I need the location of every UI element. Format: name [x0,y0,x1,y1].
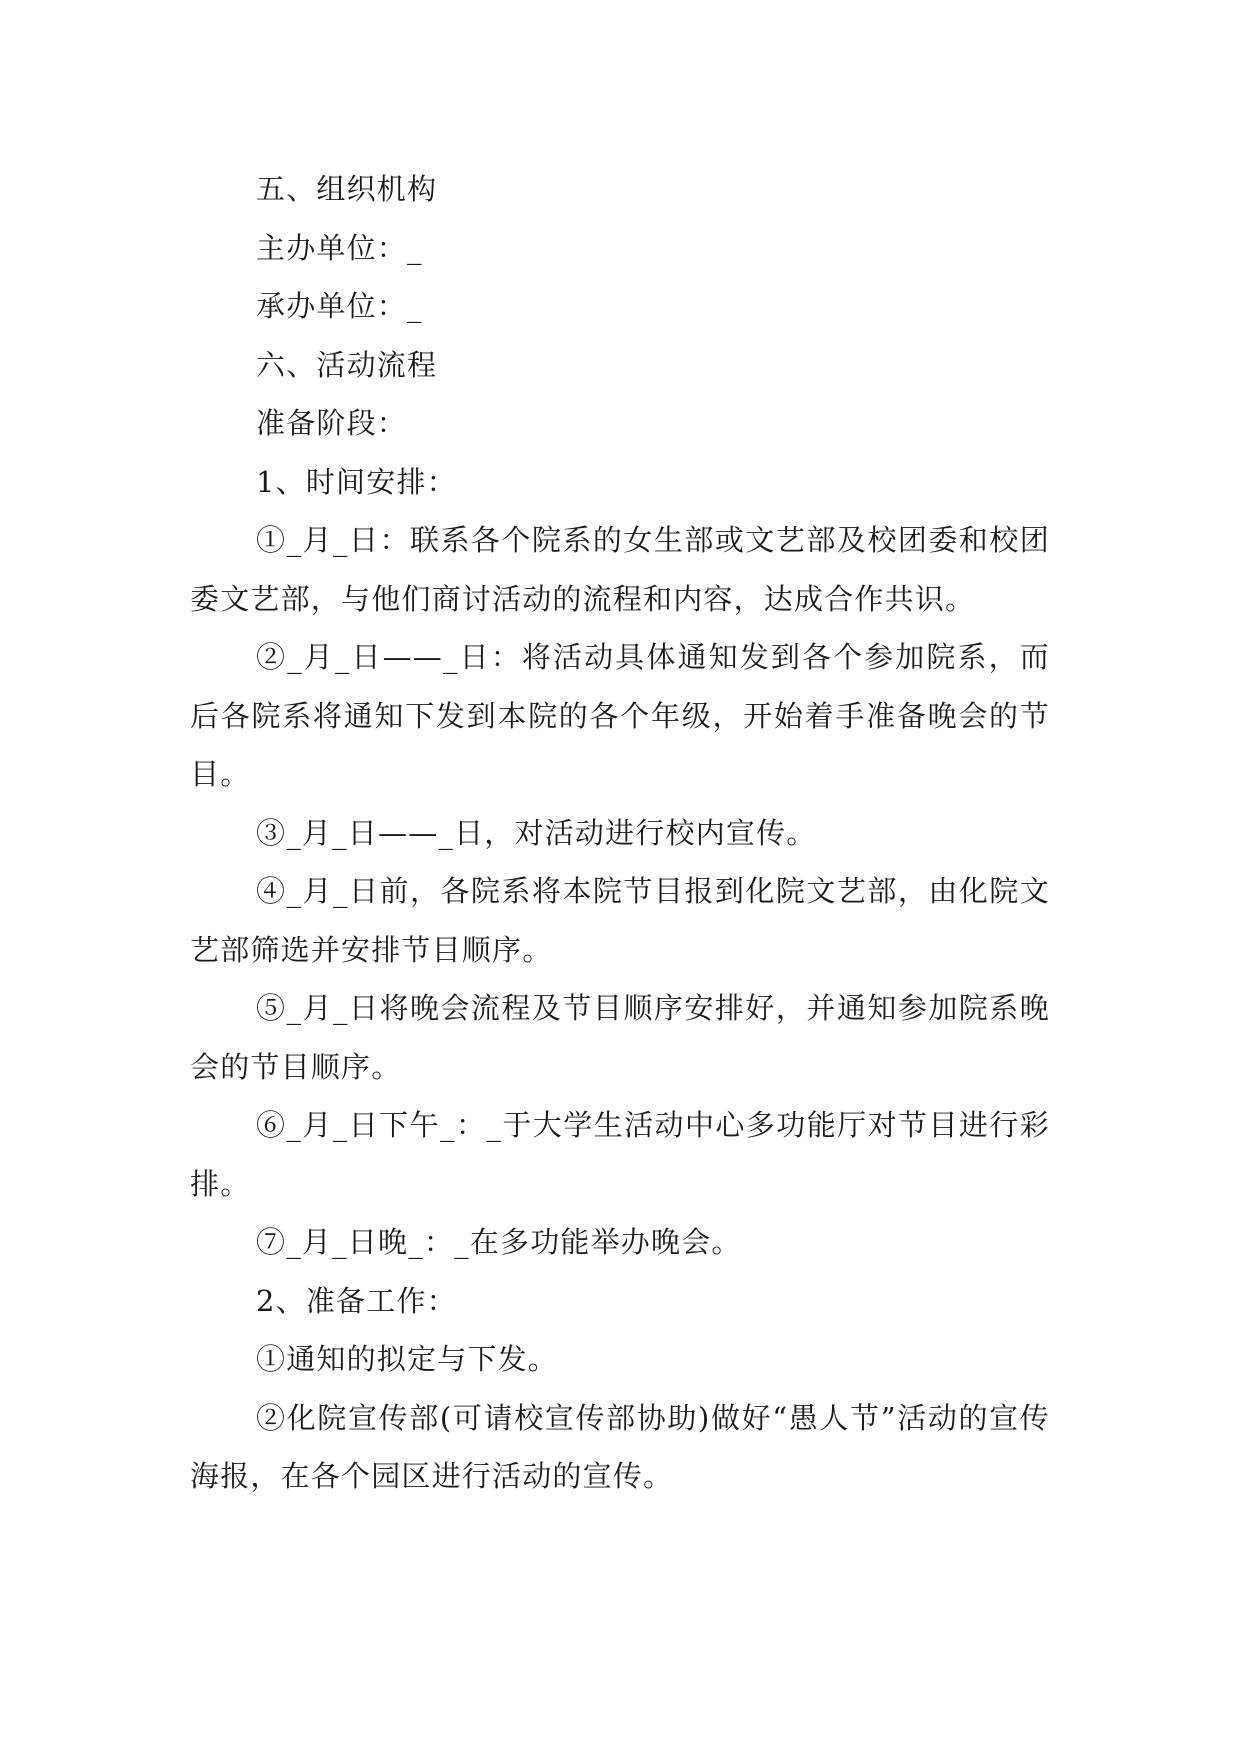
schedule-item-6: ⑥_月_日下午_：_于大学生活动中心多功能厅对节目进行彩排。 [190,1108,1050,1201]
host-unit-line: 主办单位：_ [256,230,423,265]
section-heading-process: 六、活动流程 [256,347,438,382]
preparation-work-heading: 2、准备工作： [256,1283,457,1318]
section-heading-organization: 五、组织机构 [256,172,438,206]
document-body [190,160,1050,1506]
preparation-work-item-2: ②化院宣传部(可请校宣传部协助)做好“愚人节”活动的宣传海报，在各个园区进行活动的宣传。 [190,1400,1050,1493]
schedule-item-1: ①_月_日：联系各个院系的女生部或文艺部及校团委和校团委文艺部，与他们商讨活动的流程和内容，达成合作共识。 [190,523,1050,616]
schedule-item-4: ④_月_日前，各院系将本院节目报到化院文艺部，由化院文艺部筛选并安排节目顺序。 [190,874,1050,967]
schedule-item-2: ②_月_日——_日：将活动具体通知发到各个参加院系，而后各院系将通知下发到本院的各个年级，开始着手准备晚会的节目。 [190,640,1050,791]
schedule-heading: 1、时间安排： [256,464,457,499]
schedule-item-3: ③_月_日——_日，对活动进行校内宣传。 [256,815,817,850]
preparation-work-item-1: ①通知的拟定与下发。 [256,1342,559,1376]
schedule-item-7: ⑦_月_日晚_：_在多功能举办晚会。 [256,1225,742,1259]
organizer-unit-line: 承办单位：_ [256,289,423,323]
schedule-item-5: ⑤_月_日将晚会流程及节目顺序安排好，并通知参加院系晚会的节目顺序。 [190,991,1050,1084]
preparation-stage-label: 准备阶段： [256,406,408,440]
